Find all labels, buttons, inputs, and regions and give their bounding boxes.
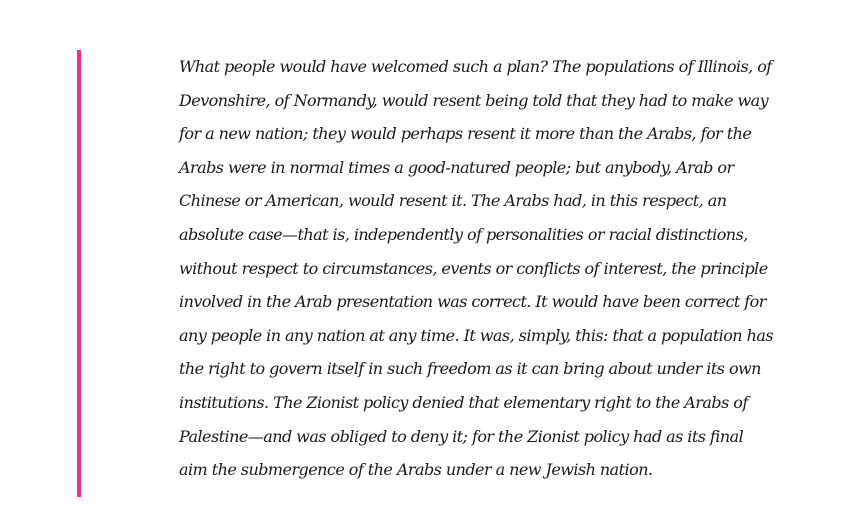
blockquote-line: Devonshire, of Normandy, would resent being told that they had to make way [179, 90, 769, 110]
blockquote-line: Palestine—and was obliged to deny it; for the Zionist policy had as its final [179, 426, 744, 446]
blockquote-line: involved in the Arab presentation was correct. It would have been correct for [179, 292, 766, 312]
blockquote-line: absolute case—that is, independently of personalities or racial distinctions, [179, 224, 748, 244]
blockquote-line: aim the submergence of the Arabs under a new Jewish nation. [179, 460, 653, 480]
blockquote-text [179, 50, 789, 487]
blockquote-line: without respect to circumstances, events or conflicts of interest, the principle [179, 258, 768, 278]
blockquote-line: What people would have welcomed such a plan? The populations of Illinois, of [179, 57, 772, 76]
blockquote-line: for a new nation; they would perhaps resent it more than the Arabs, for the [179, 124, 752, 144]
blockquote-line: any people in any nation at any time. It was, simply, this: that a population has [179, 325, 774, 345]
blockquote-accent-bar [77, 50, 81, 497]
blockquote-line: the right to govern itself in such freedom as it can bring about under its own [179, 359, 761, 379]
blockquote-line: Chinese or American, would resent it. The Arabs had, in this respect, an [179, 191, 727, 211]
blockquote-line: Arabs were in normal times a good-natured people; but anybody, Arab or [179, 157, 734, 177]
blockquote-line: institutions. The Zionist policy denied that elementary right to the Arabs of [179, 392, 748, 412]
